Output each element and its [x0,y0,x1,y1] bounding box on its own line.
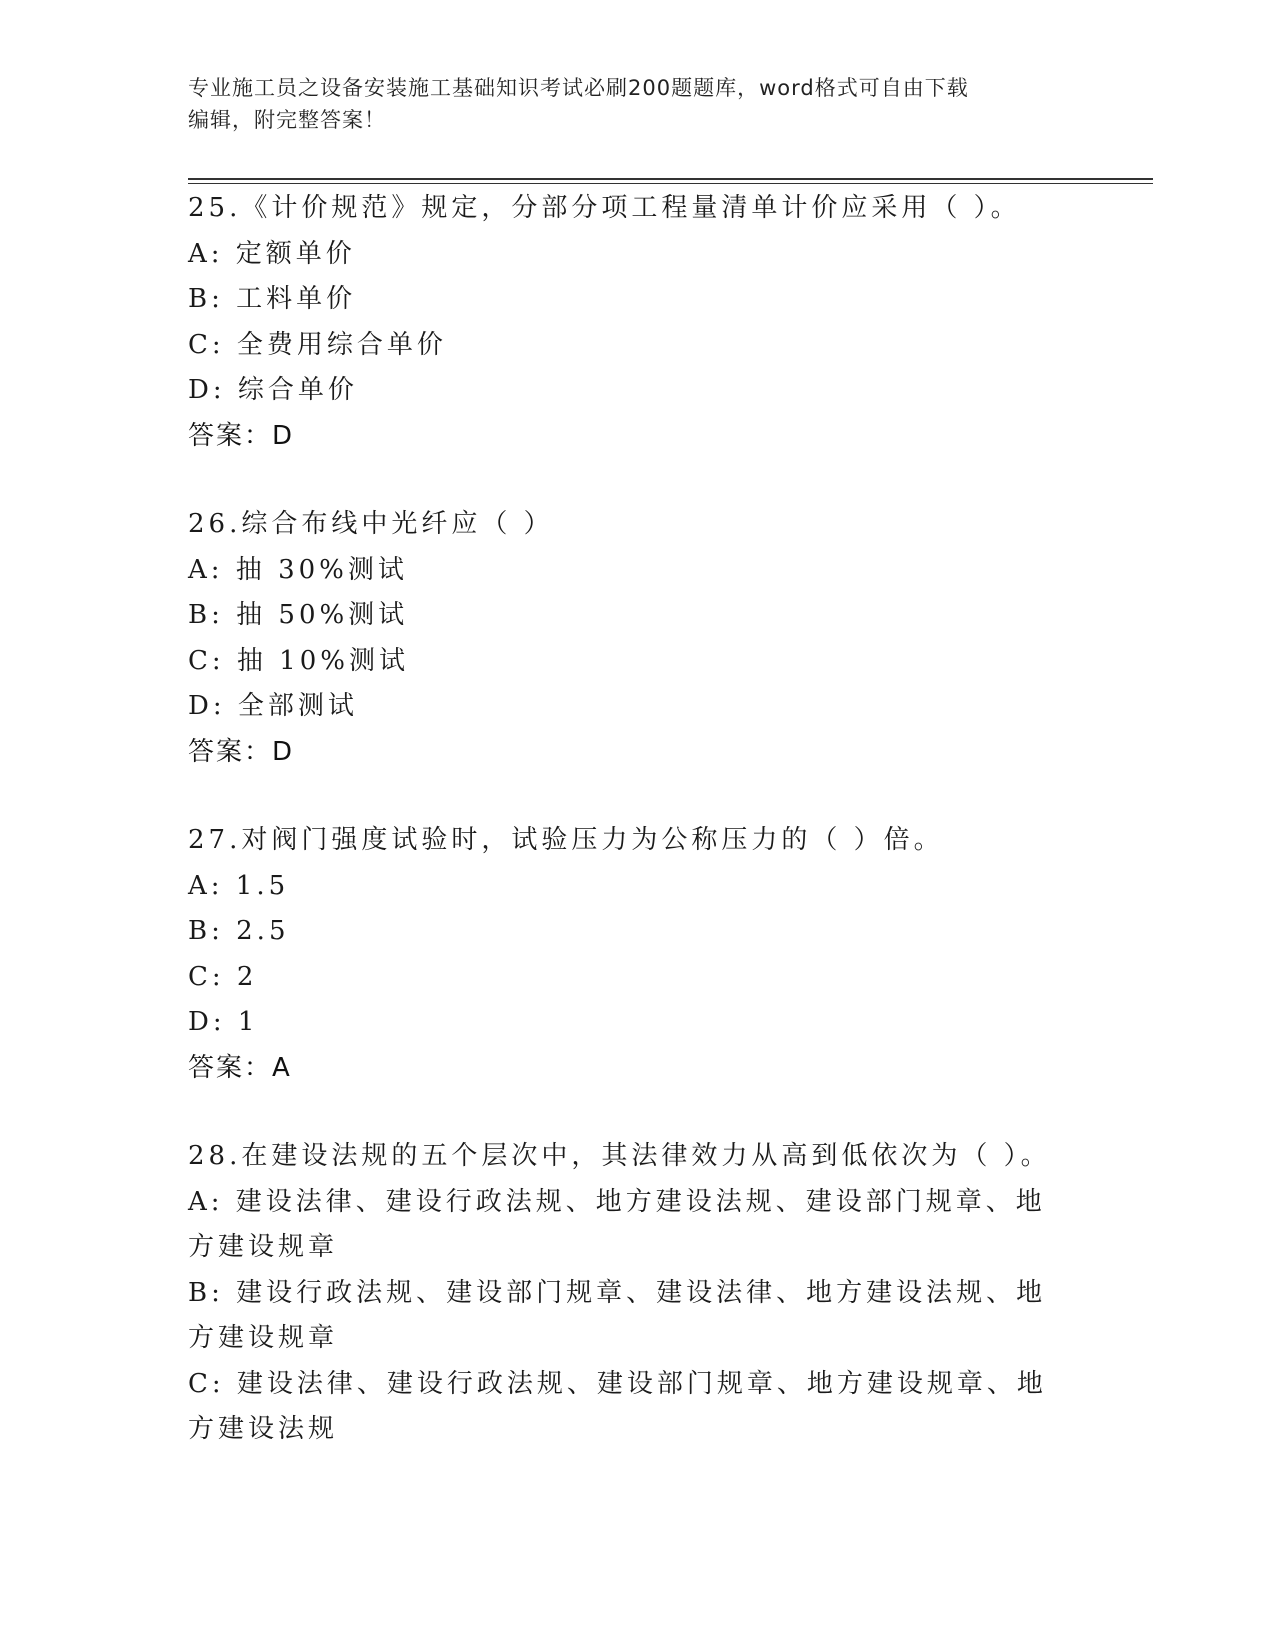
option-b: B: 2.5 [188,916,290,946]
question-27 [188,818,1088,1091]
option-b: B: 建设行政法规、建设部门规章、建设法律、地方建设法规、地方建设规章 [188,1277,1047,1353]
question-stem: 27.对阀门强度试验时，试验压力为公称压力的（ ）倍。 [188,825,944,855]
question-28 [188,1134,1088,1453]
option-d: D: 1 [188,1007,259,1037]
option-d: D: 综合单价 [188,375,358,405]
option-c: C: 抽 10%测试 [188,645,409,676]
option-d: D: 全部测试 [188,691,358,721]
option-c: C: 全费用综合单价 [188,329,447,360]
question-stem: 25.《计价规范》规定，分部分项工程量清单计价应采用（ ）。 [188,193,1021,223]
question-stem: 28.在建设法规的五个层次中，其法律效力从高到低依次为（ ）。 [188,1141,1051,1171]
option-a: A: 建设法律、建设行政法规、地方建设法规、建设部门规章、地方建设规章 [188,1186,1046,1262]
question-26 [188,502,1088,775]
answer: 答案：D [188,736,295,767]
question-stem: 26.综合布线中光纤应（ ） [188,509,554,539]
option-b: B: 工料单价 [188,284,357,314]
header-line-1: 专业施工员之设备安装施工基础知识考试必刷200题题库，word格式可自由下载 [188,76,969,100]
option-b: B: 抽 50%测试 [188,600,409,630]
answer: 答案：D [188,420,295,451]
option-a: A: 定额单价 [188,238,356,269]
option-a: A: 抽 30%测试 [188,554,408,585]
question-25 [188,186,1088,459]
option-a: A: 1.5 [188,870,290,901]
header-divider-thin [188,183,1153,184]
header-line-2: 编辑，附完整答案！ [188,108,386,132]
option-c: C: 2 [188,961,258,992]
header-divider-thick [188,178,1153,180]
answer: 答案：A [188,1052,292,1083]
document-header [188,72,1068,136]
option-c: C: 建设法律、建设行政法规、建设部门规章、地方建设规章、地方建设法规 [188,1368,1047,1444]
